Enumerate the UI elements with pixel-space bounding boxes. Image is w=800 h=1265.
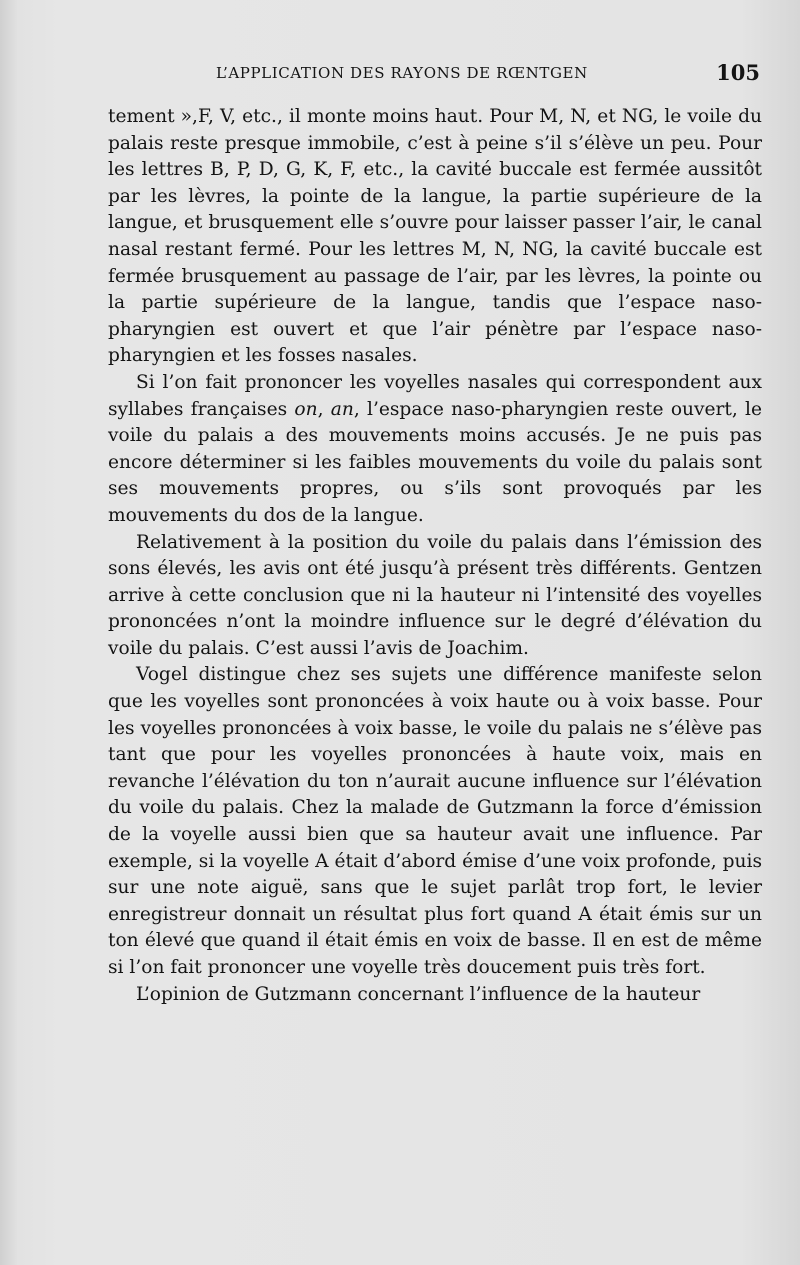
paragraph-text-end: , l’espace naso-pharyngien reste ouvert, le voile du palais a des mouvements moins accusés. Je ne puis pas encore déterminer si les faibles mouvements du voile du palais sont ses mouvements propres, ou s’ils sont provoqués par les mouvements du dos de la langue. bbox=[108, 398, 762, 526]
italic-syllable-an: an bbox=[330, 398, 354, 420]
paragraph-gutzmann-opinion: L’opinion de Gutzmann concernant l’influence de la hauteur bbox=[136, 983, 701, 1005]
paragraph-text-comma: , bbox=[317, 398, 331, 420]
paragraph-continued: tement »,F, V, etc., il monte moins haut. Pour M, N, et NG, le voile du palais reste presque immobile, c’est à peine s’il s’élève un peu. Pour les lettres B, P, D, G, K, F, etc., la cavité buccale est fermée aussitôt par les lèvres, la pointe de la langue, la partie supérieure de la langue, et brusquement elle s’ouvre pour laisser passer l’air, le canal nasal restant fermé. Pour les lettres M, N, NG, la cavité buccale est fermée brusquement au passage de l’air, par les lèvres, la pointe ou la partie supérieure de la langue, tandis que l’espace naso-pharyngien est ouvert et que l’air pénètre par l’espace naso-pharyngien et les fosses nasales. bbox=[108, 106, 762, 367]
paragraph-nasal-vowels bbox=[108, 370, 762, 530]
body-text bbox=[108, 104, 762, 1008]
paragraph-text-start: Si l’on fait prononcer les voyelles nasales qui correspondent aux syllabes françaises bbox=[108, 371, 762, 420]
paragraph-vogel: Vogel distingue chez ses sujets une différence manifeste selon que les voyelles sont prononcées à voix haute ou à voix basse. Pour les voyelles prononcées à voix basse, le voile du palais ne s’élève pas tant que pour les voyelles prononcées à haute voix, mais en revanche l’élévation du ton n’aurait aucune influence sur l’élévation du voile du palais. Chez la malade de Gutzmann la force d’émission de la voyelle aussi bien que sa hauteur avait une influence. Par exemple, si la voyelle A était d’abord émise d’une voix profonde, puis sur une note aiguë, sans que le sujet parlât trop fort, le levier enregistreur donnait un résultat plus fort quand A était émis sur un ton élevé que quand il était émis en voix de basse. Il en est de même si l’on fait prononcer une voyelle très doucement puis très fort. bbox=[108, 664, 762, 978]
paragraph-high-sounds: Relativement à la position du voile du palais dans l’émission des sons élevés, les avis ont été jusqu’à présent très différents. Gentzen arrive à cette conclusion que ni la hauteur ni l’intensité des voyelles prononcées n’ont la moindre influence sur le degré d’élévation du voile du palais. C’est aussi l’avis de Joachim. bbox=[108, 531, 762, 659]
running-head-title: L’APPLICATION DES RAYONS DE RŒNTGEN bbox=[216, 64, 588, 82]
running-head bbox=[108, 60, 760, 90]
italic-syllable-on: on bbox=[294, 398, 318, 420]
page-number: 105 bbox=[716, 60, 760, 85]
